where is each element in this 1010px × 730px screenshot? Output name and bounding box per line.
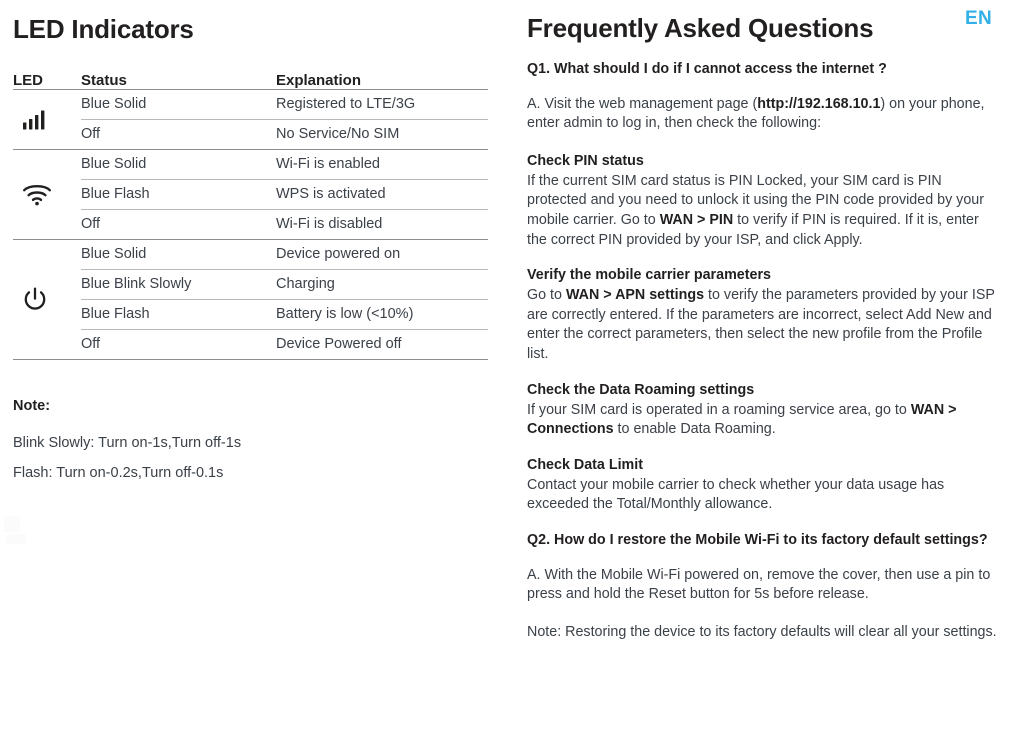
signal-bars-icon (13, 90, 81, 149)
faq-section-heading-check-data-roaming: Check the Data Roaming settings (527, 381, 755, 398)
power-icon (13, 240, 81, 359)
cell-explanation: Registered to LTE/3G (276, 96, 416, 113)
faq-answer-1 (527, 95, 997, 134)
faq-section-body-check-pin-status (527, 172, 997, 251)
body-post: to verify if PIN is required. If it is, enter the correct PIN provided by your ISP, and click Apply. (527, 212, 979, 248)
note-line-blink-slowly: Blink Slowly: Turn on-1s,Turn off-1s (13, 435, 242, 451)
body-pre: If your SIM card is operated in a roaming service area, go to (527, 401, 911, 418)
page-title-faq: Frequently Asked Questions (527, 13, 874, 43)
language-badge[interactable]: EN (965, 8, 992, 29)
cell-explanation: Wi-Fi is disabled (276, 216, 383, 233)
cell-status: Blue Flash (81, 186, 150, 203)
page-title-led-indicators: LED Indicators (13, 14, 194, 44)
cell-explanation: Device powered on (276, 246, 401, 263)
table-row (81, 269, 488, 299)
note-block (13, 398, 473, 495)
faq-answer-1-pre: A. Visit the web management page ( (527, 95, 758, 112)
table-row (81, 329, 488, 359)
body-pre: Go to (527, 287, 566, 304)
cell-status: Off (81, 126, 101, 143)
faq-column (527, 0, 997, 730)
faq-section-heading-check-pin-status: Check PIN status (527, 153, 644, 170)
faq-note-2: Note: Restoring the device to its factory defaults will clear all your settings. (527, 623, 997, 640)
faq-section-heading-check-data-limit: Check Data Limit (527, 456, 643, 473)
body-post: to enable Data Roaming. (613, 421, 776, 438)
body-pre: If the current SIM card status is PIN Locked, your SIM card is PIN protected and you need to unlock it using the PIN code provided by your mobile carrier. Go to (527, 172, 984, 229)
faq-section-body-verify-carrier-parameters (527, 286, 997, 365)
cell-status: Blue Solid (81, 246, 147, 263)
cell-explanation: Wi-Fi is enabled (276, 156, 380, 173)
led-group-signal (13, 89, 488, 149)
body-pre: Contact your mobile carrier to check whether your data usage has exceeded the Total/Monthly allowance. (527, 476, 945, 513)
cell-explanation: Battery is low (<10%) (276, 306, 414, 323)
table-row (81, 150, 488, 179)
faq-section-body-check-data-limit (527, 476, 997, 515)
note-title: Note: (13, 398, 51, 414)
cell-status: Off (81, 216, 101, 233)
led-group-power (13, 239, 488, 360)
led-group-signal-rows (81, 90, 488, 149)
led-group-wifi-rows (81, 150, 488, 239)
faq-section-body-check-data-roaming (527, 401, 997, 440)
column-header-explanation: Explanation (276, 72, 362, 89)
faq-answer-1-url: http://192.168.10.1 (757, 95, 881, 112)
cell-explanation: No Service/No SIM (276, 126, 400, 143)
body-bold: WAN > PIN (659, 212, 734, 229)
watermark-mark (0, 512, 42, 554)
note-line-flash: Flash: Turn on-0.2s,Turn off-0.1s (13, 465, 224, 481)
faq-answer-2: A. With the Mobile Wi-Fi powered on, remove the cover, then use a pin to press and hold the Reset button for 5s before release. (527, 566, 991, 603)
faq-content (527, 60, 997, 661)
body-post: to verify the parameters provided by your ISP are correctly entered. If the parameters are incorrect, select Add New and enter the correct parameters, then select the new profile from the Profile list. (527, 287, 995, 363)
led-indicators-column (0, 0, 500, 730)
cell-status: Blue Solid (81, 156, 147, 173)
body-bold: WAN > APN settings (565, 287, 705, 304)
table-row (81, 299, 488, 329)
cell-explanation: WPS is activated (276, 186, 386, 203)
column-header-status: Status (81, 72, 127, 89)
cell-status: Blue Flash (81, 306, 150, 323)
column-header-led: LED (13, 72, 43, 89)
table-row (81, 90, 488, 119)
table-row (81, 119, 488, 149)
led-group-power-rows (81, 240, 488, 359)
cell-status: Blue Blink Slowly (81, 276, 192, 293)
faq-section-heading-verify-carrier-parameters: Verify the mobile carrier parameters (527, 267, 771, 284)
cell-explanation: Charging (276, 276, 335, 293)
cell-status: Off (81, 336, 101, 353)
led-indicators-table (13, 63, 488, 360)
table-row (81, 179, 488, 209)
table-row (81, 209, 488, 239)
faq-question-2: Q2. How do I restore the Mobile Wi-Fi to its factory default settings? (527, 531, 988, 548)
table-row (81, 240, 488, 269)
body-bold: WAN > Connections (527, 401, 957, 438)
table-header-row (13, 63, 488, 89)
led-group-wifi (13, 149, 488, 239)
faq-answer-1-post: ) on your phone, enter admin to log in, then check the following: (527, 95, 985, 132)
cell-explanation: Device Powered off (276, 336, 402, 353)
faq-question-1: Q1. What should I do if I cannot access the internet ? (527, 61, 887, 77)
cell-status: Blue Solid (81, 96, 147, 113)
wifi-icon (13, 150, 81, 239)
